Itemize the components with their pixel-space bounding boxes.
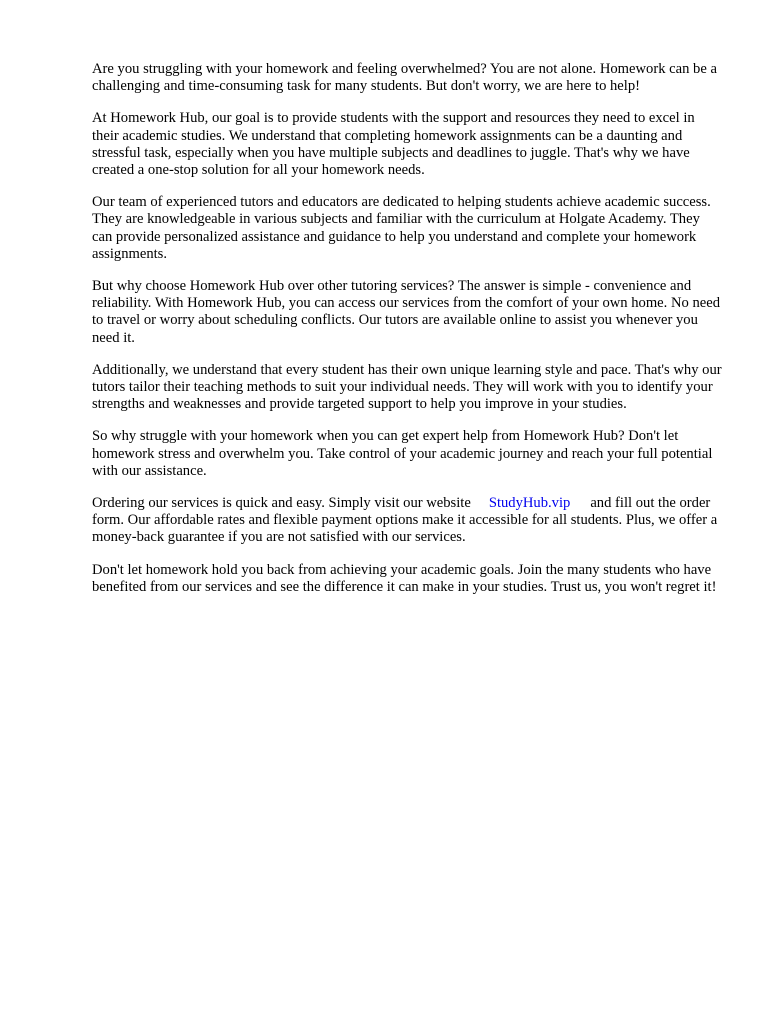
ordering-text-after-link: and fill out the order form. Our affordable rates and flexible payment options make it accessible for all students. Plus, we offer a money-back guarantee if you are not satisfied with our services. — [92, 495, 718, 546]
paragraph-intro: Are you struggling with your homework and feeling overwhelmed? You are not alone. Homework can be a challenging and time-consuming task for many students. But don't worry, we are here to help! — [92, 61, 717, 95]
paragraph-team: Our team of experienced tutors and educators are dedicated to helping students achieve academic success. They are knowledgeable in various subjects and familiar with the curriculum at Holgate Academy. They can provide personalized assistance and guidance to help you understand and complete your homework assignments. — [92, 194, 711, 262]
ordering-text-before-link: Ordering our services is quick and easy. Simply visit our website — [92, 495, 471, 512]
paragraph-closing: Don't let homework hold you back from achieving your academic goals. Join the many students who have benefited from our services and see the difference it can make in your studies. Trust us, you won't regret it! — [92, 561, 717, 595]
paragraph-why-choose: But why choose Homework Hub over other tutoring services? The answer is simple - convenience and reliability. With Homework Hub, you can access our services from the comfort of your own home. No need to travel or worry about scheduling conflicts. Our tutors are available online to assist you whenever you need it. — [92, 278, 720, 346]
website-link[interactable]: StudyHub.vip — [488, 495, 571, 512]
paragraph-learning-style: Additionally, we understand that every student has their own unique learning style and pace. That's why our tutors tailor their teaching methods to suit your individual needs. They will work with you to identify your strengths and weaknesses and provide targeted support to help you improve in your studies. — [92, 361, 722, 413]
paragraph-expert-help: So why struggle with your homework when you can get expert help from Homework Hub? Don't let homework stress and overwhelm you. Take control of your academic journey and reach your full potential with our assistance. — [92, 428, 713, 479]
paragraph-goal: At Homework Hub, our goal is to provide students with the support and resources they need to excel in their academic studies. We understand that completing homework assignments can be a daunting and stressful task, especially when you have multiple subjects and deadlines to juggle. That's why we have created a one-stop solution for all your homework needs. — [92, 110, 695, 179]
paragraph-ordering — [92, 495, 722, 547]
document-body — [92, 61, 722, 611]
